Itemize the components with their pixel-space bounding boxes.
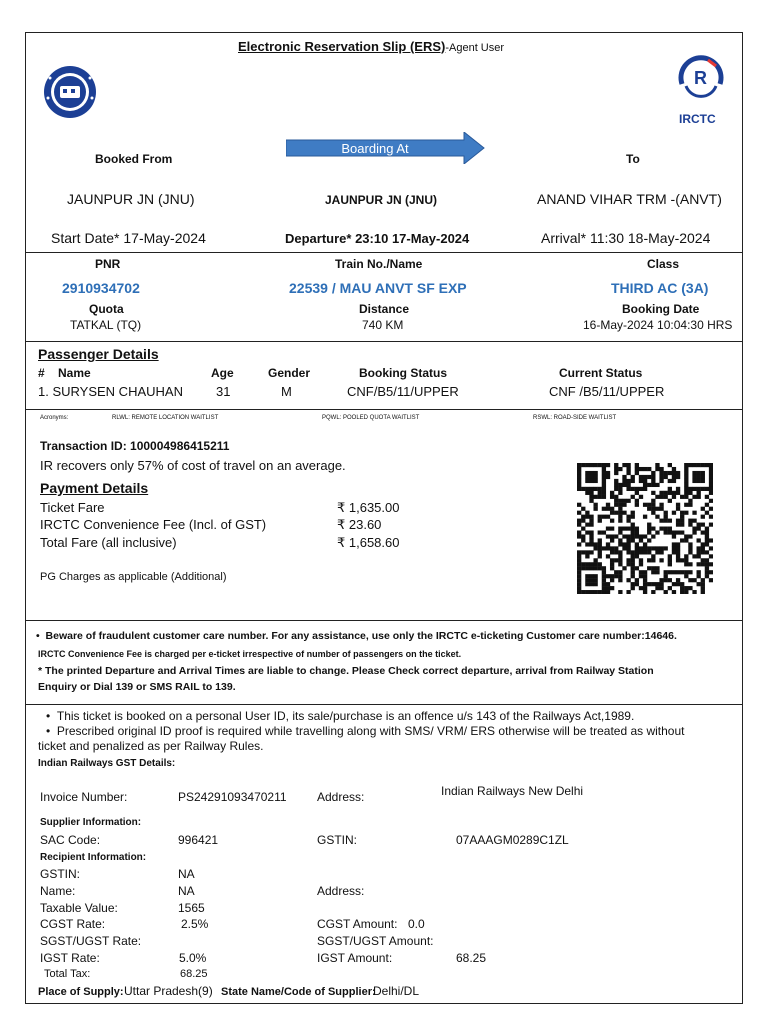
class-label: Class	[647, 257, 680, 271]
personal-id-text: This ticket is booked on a personal User ID, its sale/purchase is an offence u/s 143 of the Railways Act,1989.	[56, 709, 635, 723]
col-age: Age	[211, 366, 234, 380]
distance-value: 740 KM	[362, 318, 404, 332]
divider	[25, 704, 743, 705]
to-label: To	[626, 152, 640, 166]
pnr-value: 2910934702	[62, 280, 140, 296]
pnr-label: PNR	[95, 257, 121, 271]
divider	[25, 252, 743, 253]
igst-amount-label: IGST Amount:	[317, 951, 393, 965]
recipient-gstin-label: GSTIN:	[40, 867, 81, 881]
ticket-fare-label: Ticket Fare	[40, 500, 105, 515]
acronym-rswl: RSWL: ROAD-SIDE WAITLIST	[533, 415, 617, 421]
cgst-amount-value: 0.0	[408, 917, 425, 931]
train-value: 22539 / MAU ANVT SF EXP	[289, 280, 467, 296]
total-tax-label: Total Tax:	[44, 968, 91, 980]
place-of-supply-label: Place of Supply:	[38, 986, 124, 998]
payment-details-heading: Payment Details	[40, 480, 149, 496]
passenger-gender: M	[281, 384, 292, 399]
booked-from-label: Booked From	[95, 152, 173, 166]
recipient-heading: Recipient Information:	[40, 852, 147, 863]
irctc-logo	[668, 54, 734, 106]
distance-label: Distance	[359, 302, 410, 316]
sgst-amount-label: SGST/UGST Amount:	[317, 934, 434, 948]
quota-value: TATKAL (TQ)	[70, 318, 142, 332]
cgst-rate-value: 2.5%	[181, 917, 209, 931]
recipient-address-label: Address:	[317, 884, 365, 898]
booking-date-value: 16-May-2024 10:04:30 HRS	[583, 318, 733, 332]
col-num: #	[38, 366, 45, 380]
passenger-name: 1. SURYSEN CHAUHAN	[38, 384, 183, 399]
boarding-station: JAUNPUR JN (JNU)	[325, 193, 438, 207]
recipient-name-label: Name:	[40, 884, 76, 898]
ir-cost-note: IR recovers only 57% of cost of travel on an average.	[40, 458, 346, 473]
ticket-fare-value: ₹ 1,635.00	[337, 500, 400, 515]
id-proof-text: Prescribed original ID proof is required while travelling along with SMS/ VRM/ ERS otherwise will be treated as without	[56, 724, 685, 738]
place-of-supply-value: Uttar Pradesh(9)	[124, 984, 213, 998]
col-gender: Gender	[268, 366, 311, 380]
departure-time: Departure* 23:10 17-May-2024	[285, 231, 470, 246]
transaction-id: Transaction ID: 100004986415211	[40, 439, 230, 453]
col-current-status: Current Status	[559, 366, 643, 380]
supplier-gstin-label: GSTIN:	[317, 833, 358, 847]
total-fare-value: ₹ 1,658.60	[337, 535, 400, 550]
supplier-gstin-value: 07AAAGM0289C1ZL	[456, 833, 569, 847]
passenger-current-status: CNF /B5/11/UPPER	[549, 384, 665, 399]
indian-railways-logo	[38, 64, 102, 120]
irctc-logo-text: IRCTC	[679, 112, 716, 126]
supplier-heading: Supplier Information:	[40, 817, 142, 828]
divider	[25, 341, 743, 342]
convenience-fee-note: IRCTC Convenience Fee is charged per e-ticket irrespective of number of passengers on the ticket.	[38, 649, 462, 659]
svg-text:R: R	[694, 68, 707, 88]
acronyms-label: Acronyms:	[40, 415, 69, 421]
title-suffix: -Agent User	[445, 42, 505, 54]
ers-title: Electronic Reservation Slip (ERS)	[238, 39, 446, 54]
taxable-value-label: Taxable Value:	[40, 901, 118, 915]
id-proof-notice: • Prescribed original ID proof is required while travelling along with SMS/ VRM/ ERS otherwise will be treated as without	[46, 724, 685, 738]
quota-label: Quota	[89, 302, 124, 316]
acronym-rlwl: RLWL: REMOTE LOCATION WAITLIST	[112, 415, 219, 421]
recipient-gstin-value: NA	[178, 867, 195, 881]
taxable-value: 1565	[178, 901, 205, 915]
cgst-rate-label: CGST Rate:	[40, 917, 106, 931]
invoice-label: Invoice Number:	[40, 790, 128, 804]
igst-rate-label: IGST Rate:	[40, 951, 100, 965]
boarding-at-label: Boarding At	[341, 141, 409, 156]
booking-date-label: Booking Date	[622, 302, 700, 316]
start-date: Start Date* 17-May-2024	[51, 230, 206, 246]
address-label: Address:	[317, 790, 365, 804]
col-booking-status: Booking Status	[359, 366, 448, 380]
fraud-notice-text: Beware of fraudulent customer care number. For any assistance, use only the IRCTC e-ticketing Customer care number:14646.	[45, 630, 677, 642]
personal-id-notice: • This ticket is booked on a personal User ID, its sale/purchase is an offence u/s 143 of the Railways Act,1989.	[46, 709, 635, 723]
divider	[25, 620, 743, 621]
fraud-notice: • Beware of fraudulent customer care number. For any assistance, use only the IRCTC e-ticketing Customer care number:14646.	[36, 630, 677, 642]
total-tax-value: 68.25	[180, 968, 208, 980]
cgst-amount-label: CGST Amount:	[317, 917, 398, 931]
times-note-line1: * The printed Departure and Arrival Times are liable to change. Please Check correct departure, arrival from Railway Station	[38, 665, 654, 677]
sac-label: SAC Code:	[40, 833, 101, 847]
recipient-name-value: NA	[178, 884, 195, 898]
igst-amount-value: 68.25	[456, 951, 487, 965]
class-value: THIRD AC (3A)	[611, 280, 709, 296]
address-value: Indian Railways New Delhi	[441, 784, 584, 798]
supplier-state-label: State Name/Code of Supplier:	[221, 986, 376, 998]
qr-code	[577, 463, 713, 594]
col-name: Name	[58, 366, 91, 380]
times-note-line2: Enquiry or Dial 139 or SMS RAIL to 139.	[38, 681, 236, 693]
id-proof-text-line2: ticket and penalized as per Railway Rules.	[38, 739, 264, 753]
passenger-age: 31	[216, 384, 231, 399]
train-label: Train No./Name	[335, 257, 423, 271]
sac-value: 996421	[178, 833, 219, 847]
divider	[25, 409, 743, 410]
to-station: ANAND VIHAR TRM -(ANVT)	[537, 191, 722, 207]
page-title	[238, 39, 504, 54]
supplier-state-value: Delhi/DL	[373, 984, 420, 998]
total-fare-label: Total Fare (all inclusive)	[40, 535, 177, 550]
gst-heading: Indian Railways GST Details:	[38, 758, 176, 769]
pg-charges-note: PG Charges as applicable (Additional)	[40, 571, 227, 583]
passenger-booking-status: CNF/B5/11/UPPER	[347, 384, 459, 399]
convenience-fee-value: ₹ 23.60	[337, 517, 382, 532]
from-station: JAUNPUR JN (JNU)	[67, 191, 195, 207]
igst-rate-value: 5.0%	[179, 951, 207, 965]
passenger-details-heading: Passenger Details	[38, 346, 159, 362]
sgst-rate-label: SGST/UGST Rate:	[40, 934, 142, 948]
acronym-pqwl: PQWL: POOLED QUOTA WAITLIST	[322, 415, 420, 421]
invoice-value: PS24291093470211	[178, 790, 287, 804]
arrival-time: Arrival* 11:30 18-May-2024	[541, 230, 711, 246]
convenience-fee-label: IRCTC Convenience Fee (Incl. of GST)	[40, 517, 267, 532]
